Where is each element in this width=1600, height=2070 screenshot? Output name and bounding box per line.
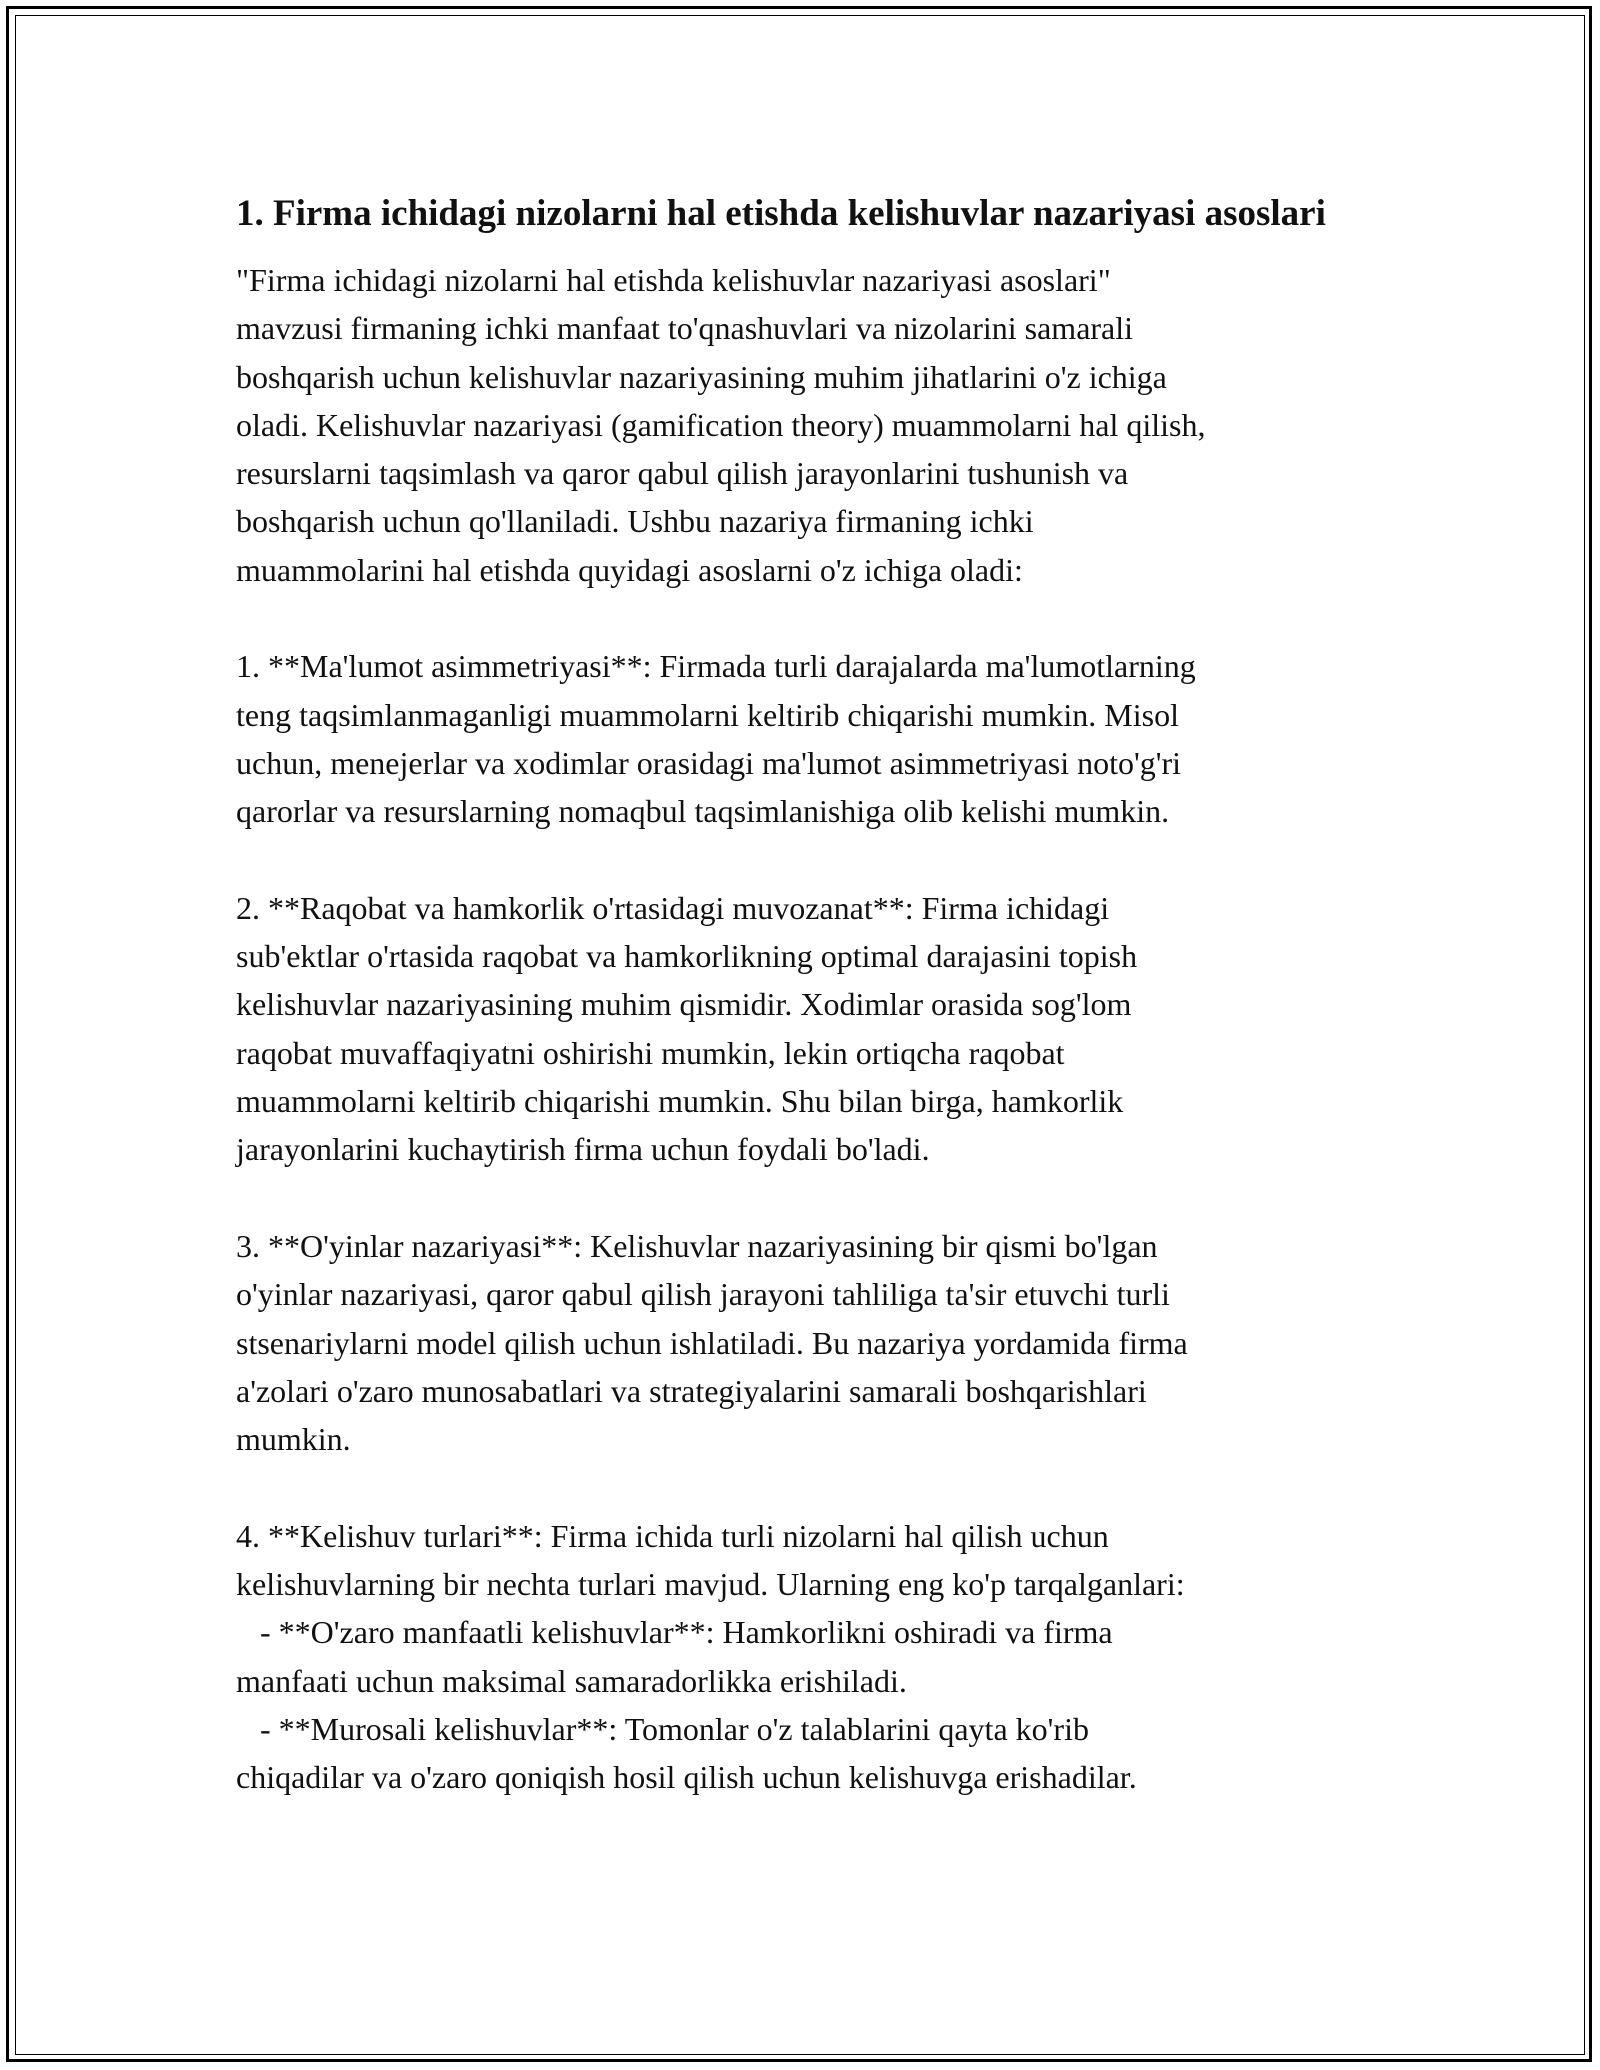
paragraph-competition-cooperation: 2. **Raqobat va hamkorlik o'rtasidagi muvozanat**: Firma ichidagi sub'ektlar o'rtasida raqobat va hamkorlikning optimal darajasini topish kelishuvlar nazariyasining muhim qismidir. Xodimlar orasida sog'lom raqobat muvaffaqiyatni oshirishi mumkin, lekin ortiqcha raqobat muammolarni keltirib chiqarishi mumkin. Shu bilan birga, hamkorlik jarayonlarini kuchaytirish firma uchun foydali bo'ladi. xyxy=(236,889,1138,1168)
paragraph-information-asymmetry: 1. **Ma'lumot asimmetriyasi**: Firmada turli darajalarda ma'lumotlarning teng taqsimlanmaganligi muammolarni keltirib chiqarishi mumkin. Misol uchun, menejerlar va xodimlar orasidagi ma'lumot asimmetriyasi noto'g'ri qarorlar va resurslarning nomaqbul taqsimlanishiga olib kelishi mumkin. xyxy=(236,648,1196,830)
paragraph-game-theory: 3. **O'yinlar nazariyasi**: Kelishuvlar nazariyasining bir qismi bo'lgan o'yinlar nazariyasi, qaror qabul qilish jarayoni tahliliga ta'sir etuvchi turli stsenariylarni model qilish uchun ishlatiladi. Bu nazariya yordamida firma a'zolari o'zaro munosabatlari va strategiyalarini samarali boshqarishlari mumkin. xyxy=(236,1227,1188,1458)
document-body xyxy=(236,186,1366,1850)
section-heading: 1. Firma ichidagi nizolarni hal etishda kelishuvlar nazariyasi asoslari xyxy=(236,193,1326,234)
paragraph-agreement-types: 4. **Kelishuv turlari**: Firma ichida turli nizolarni hal qilish uchun kelishuvlarning bir nechta turlari mavjud. Ularning eng ko'p tarqalganlari: - **O'zaro manfaatli kelishuvlar**: Hamkorlikni oshiradi va firma manfaati uchun maksimal samaradorlikka erishiladi. - **Murosali kelishuvlar**: Tomonlar o'z talablarini qayta ko'rib chiqadilar va o'zaro qoniqish hosil qilish uchun kelishuvga erishadilar. xyxy=(236,1517,1185,1796)
intro-paragraph: "Firma ichidagi nizolarni hal etishda kelishuvlar nazariyasi asoslari" mavzusi firmaning ichki manfaat to'qnashuvlari va nizolarini samarali boshqarish uchun kelishuvlar nazariyasining muhim jihatlarini o'z ichiga oladi. Kelishuvlar nazariyasi (gamification theory) muammolarni hal qilish, resurslarni taqsimlash va qaror qabul qilish jarayonlarini tushunish va boshqarish uchun qo'llaniladi. Ushbu nazariya firmaning ichki muammolarini hal etishda quyidagi asoslarni o'z ichiga oladi: xyxy=(236,262,1206,588)
